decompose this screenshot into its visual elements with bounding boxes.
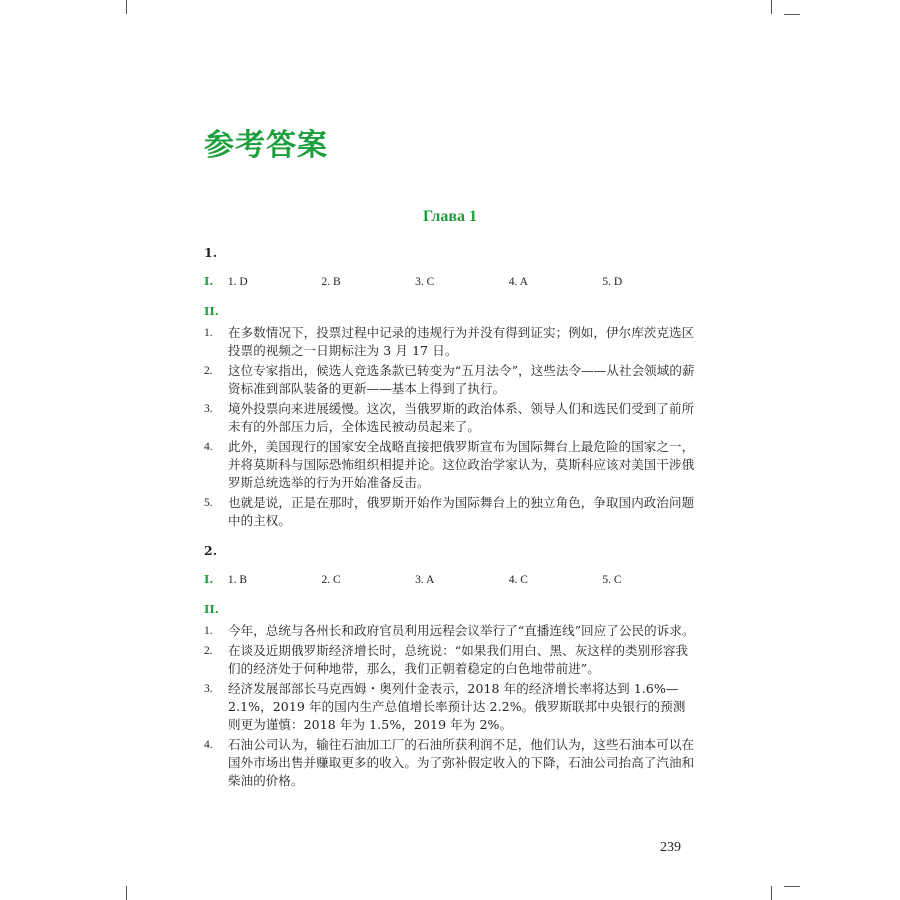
item-number: 4.: [204, 441, 213, 453]
section-number: 2.: [204, 543, 218, 558]
choice-answer: 2. B: [321, 276, 341, 288]
item-text: 经济发展部部长马克西姆・奥列什金表示，2018 年的经济增长率将达到 1.6%—2.1%，2019 年的国内生产总值增长率预计达 2.2%。俄罗斯联邦中央银行的预测则更为谨慎：2018 年为 1.5%，2019 年为 2%。: [228, 681, 686, 732]
item-number: 2.: [204, 645, 213, 657]
list-item: [204, 362, 696, 398]
list-item: [204, 622, 696, 640]
item-text: 今年，总统与各州长和政府官员利用远程会议举行了“直播连线”回应了公民的诉求。: [228, 623, 695, 638]
translation-list: [204, 622, 696, 790]
item-text: 此外，美国现行的国家安全战略直接把俄罗斯宣布为国际舞台上最危险的国家之一，并将莫斯科与国际恐怖组织相提并论。这位政治学家认为，莫斯科应该对美国干涉俄罗斯总统选举的行为开始准备反击。: [228, 439, 695, 490]
crop-mark-right-top: [784, 14, 800, 15]
crop-mark-top-left: [126, 0, 127, 14]
item-number: 3.: [204, 683, 213, 695]
crop-mark-bottom-left: [126, 886, 127, 900]
section-number: 1.: [204, 245, 218, 260]
item-number: 4.: [204, 739, 213, 751]
item-text: 在多数情况下，投票过程中记录的违规行为并没有得到证实；例如，伊尔库茨克选区投票的视频之一日期标注为 3 月 17 日。: [228, 325, 695, 358]
item-text: 也就是说，正是在那时，俄罗斯开始作为国际舞台上的独立角色，争取国内政治问题中的主权。: [228, 495, 695, 528]
item-number: 5.: [204, 497, 213, 509]
item-number: 3.: [204, 403, 213, 415]
part-label: II.: [204, 304, 219, 318]
list-item: [204, 680, 696, 734]
item-number: 1.: [204, 625, 213, 637]
crop-mark-right-bottom: [784, 886, 800, 887]
choice-answer: 5. D: [602, 276, 623, 288]
choice-answers-row: [204, 272, 696, 290]
choice-answer: 1. B: [227, 574, 248, 586]
translation-list: [204, 324, 696, 530]
item-number: 1.: [204, 327, 213, 339]
item-text: 石油公司认为，输往石油加工厂的石油所获利润不足，他们认为，这些石油本可以在国外市场出售并赚取更多的收入。为了弥补假定收入的下降，石油公司抬高了汽油和柴油的价格。: [228, 737, 695, 788]
part-label: I.: [204, 274, 214, 288]
choice-answer: 4. C: [508, 574, 528, 586]
chapter-title: Глава 1: [423, 208, 477, 225]
choice-answer: 1. D: [227, 276, 248, 288]
list-item: [204, 324, 696, 360]
choice-answer: 4. A: [508, 276, 528, 288]
choice-answer: 2. C: [321, 574, 341, 586]
list-item: [204, 494, 696, 530]
crop-mark-top-right: [771, 0, 772, 14]
choice-answer: 5. C: [602, 574, 622, 586]
page-number: 239: [660, 840, 681, 855]
part-label: II.: [204, 602, 219, 616]
list-item: [204, 438, 696, 492]
answer-content: [204, 244, 696, 802]
list-item: [204, 736, 696, 790]
section-2: [204, 542, 696, 790]
choice-answer: 3. C: [415, 276, 435, 288]
item-number: 2.: [204, 365, 213, 377]
part-label: I.: [204, 572, 214, 586]
choice-answer: 3. A: [415, 574, 435, 586]
choice-answers-row: [204, 570, 696, 588]
list-item: [204, 400, 696, 436]
list-item: [204, 642, 696, 678]
page-title: 参考答案: [204, 128, 328, 163]
item-text: 这位专家指出，候选人竞选条款已转变为“五月法令”，这些法令——从社会领域的薪资标准到部队装备的更新——基本上得到了执行。: [228, 363, 695, 396]
crop-mark-bottom-right: [771, 886, 772, 900]
section-1: [204, 244, 696, 530]
item-text: 境外投票向来进展缓慢。这次，当俄罗斯的政治体系、领导人们和选民们受到了前所未有的外部压力后，全体选民被动员起来了。: [228, 401, 695, 434]
item-text: 在谈及近期俄罗斯经济增长时，总统说：“如果我们用白、黑、灰这样的类别形容我们的经济处于何种地带，那么，我们正朝着稳定的白色地带前进”。: [228, 643, 689, 676]
